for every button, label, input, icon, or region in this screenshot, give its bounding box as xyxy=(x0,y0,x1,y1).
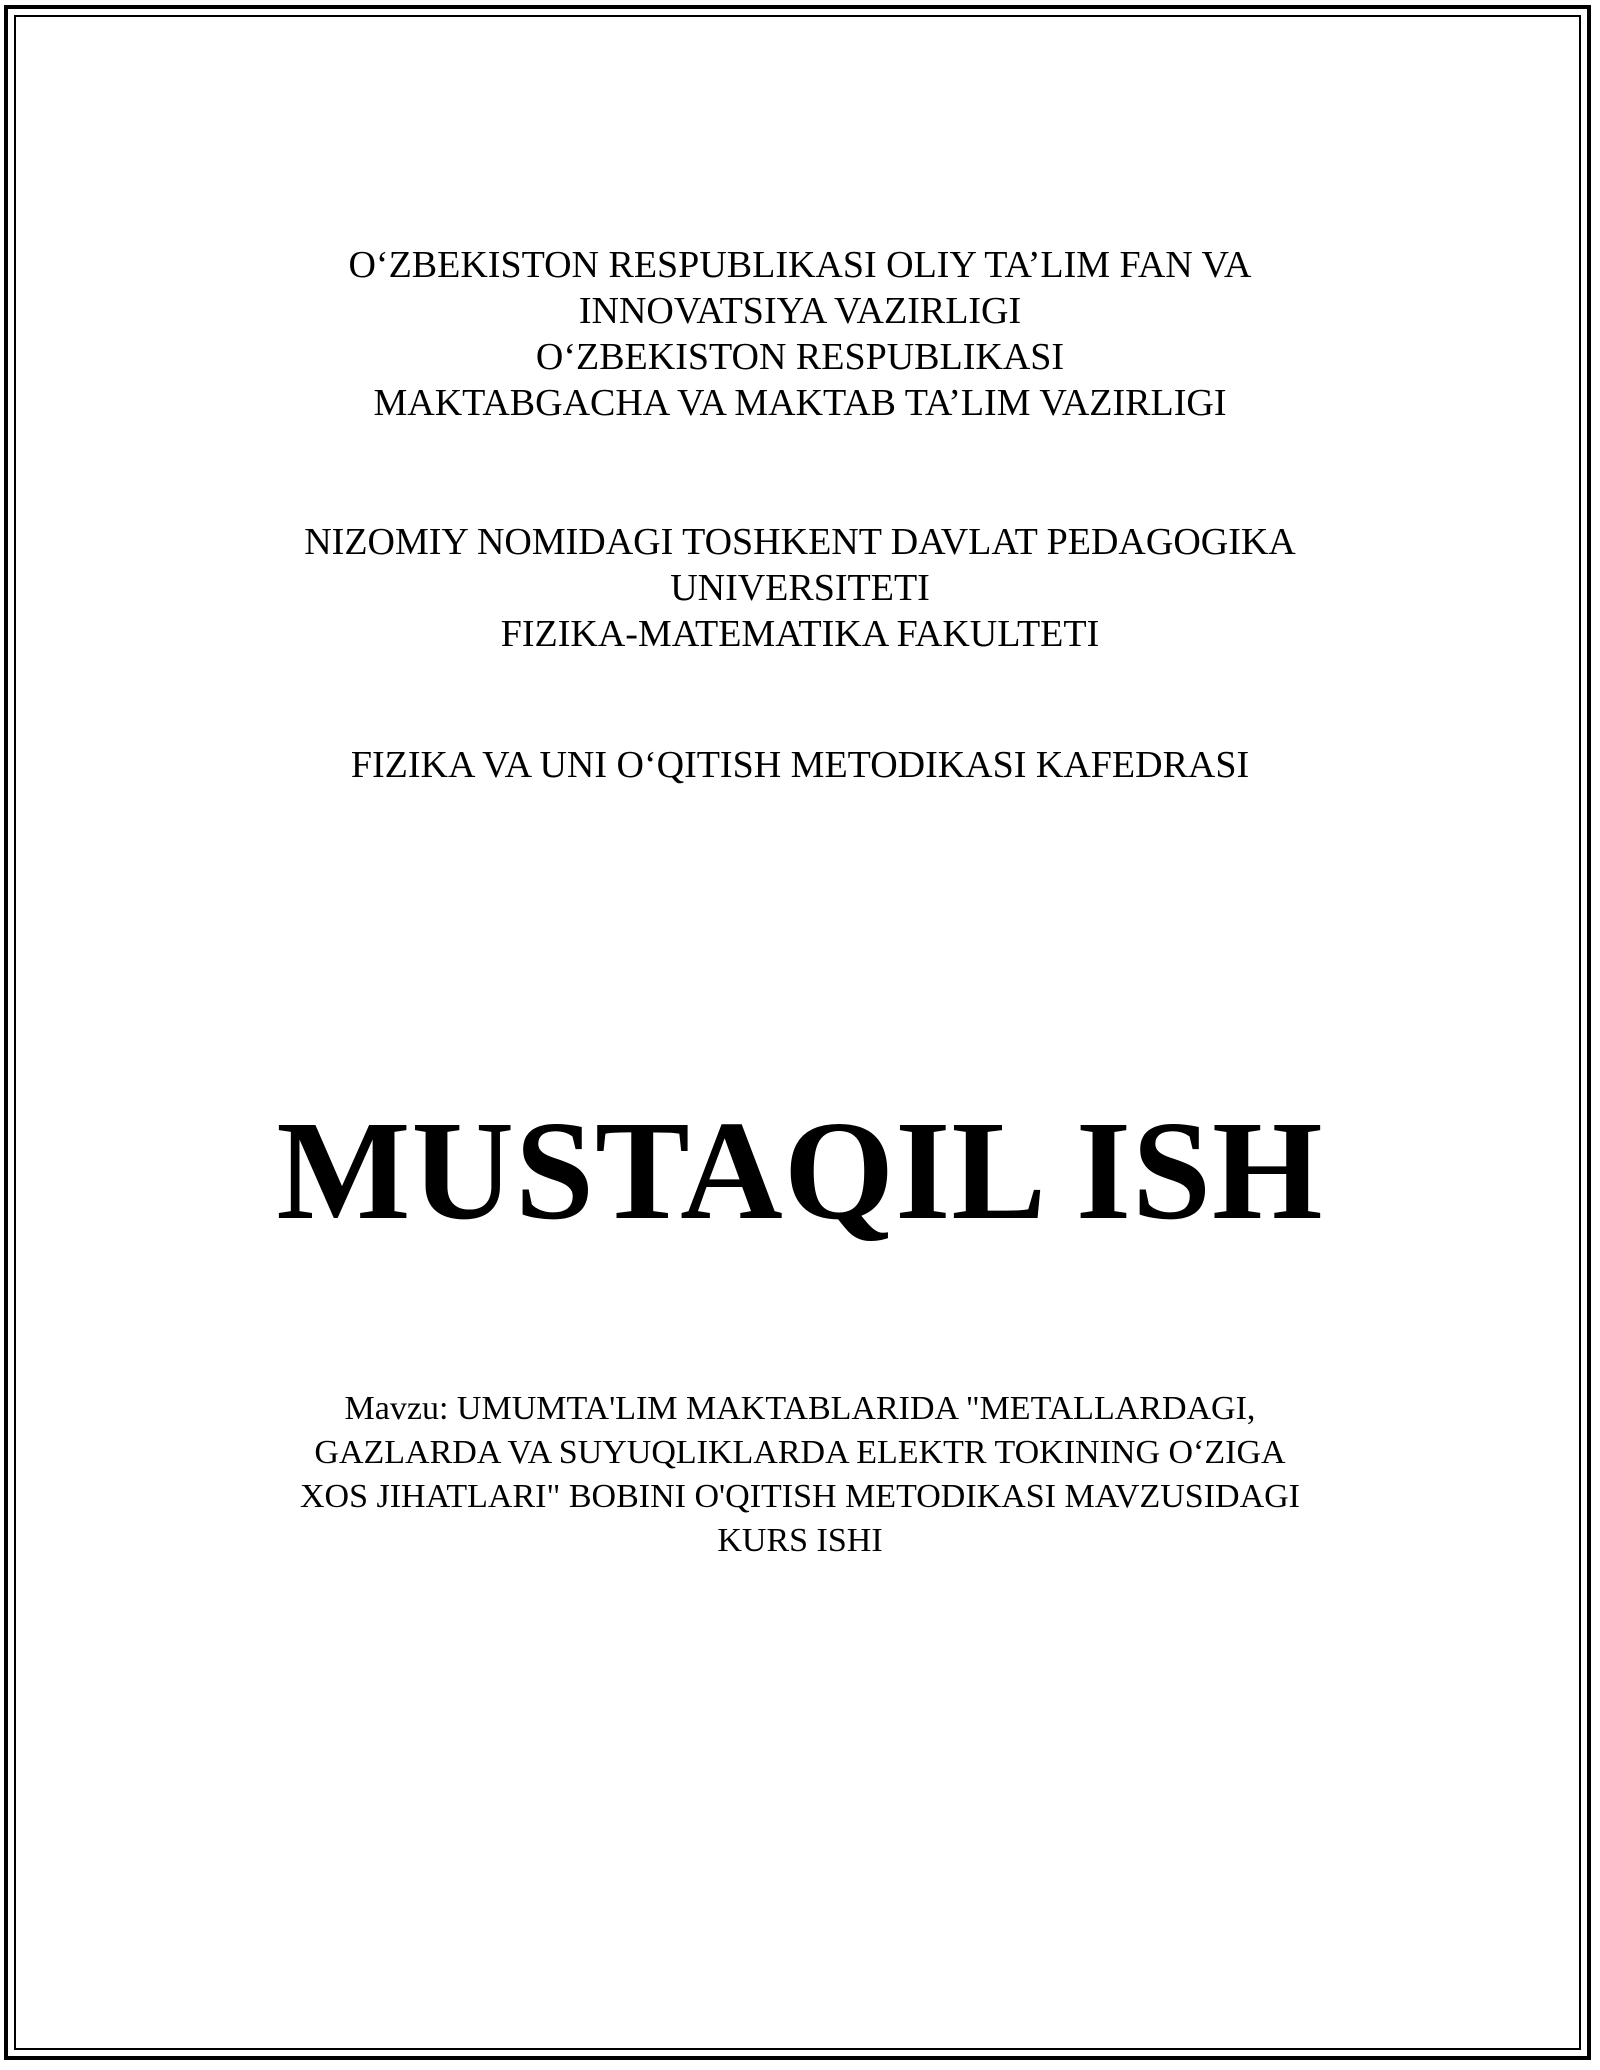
department-block xyxy=(0,742,1600,788)
ministry-line-4: MAKTABGACHA VA MAKTAB TA’LIM VAZIRLIGI xyxy=(373,382,1227,424)
faculty-line: FIZIKA-MATEMATIKA FAKULTETI xyxy=(500,613,1100,655)
university-block xyxy=(0,519,1600,657)
topic-line-2: GAZLARDA VA SUYUQLIKLARDA ELEKTR TOKINING O‘ZIGA xyxy=(314,1434,1286,1471)
topic-line-3: XOS JIHATLARI" BOBINI O'QITISH METODIKASI MAVZUSIDAGI xyxy=(299,1478,1300,1515)
ministry-line-1: O‘ZBEKISTON RESPUBLIKASI OLIY TA’LIM FAN VA xyxy=(348,244,1252,286)
ministry-line-3: O‘ZBEKISTON RESPUBLIKASI xyxy=(535,336,1065,378)
ministry-header xyxy=(0,242,1600,426)
topic-block xyxy=(0,1387,1600,1563)
document-title xyxy=(0,1090,1600,1250)
department-line: FIZIKA VA UNI O‘QITISH METODIKASI KAFEDRASI xyxy=(350,744,1250,786)
document-title-text: MUSTAQIL ISH xyxy=(276,1091,1324,1249)
ministry-line-2: INNOVATSIYA VAZIRLIGI xyxy=(578,290,1022,332)
topic-line-4: KURS ISHI xyxy=(717,1522,883,1559)
university-line-2: UNIVERSITETI xyxy=(670,567,930,609)
topic-line-1: Mavzu: UMUMTA'LIM MAKTABLARIDA "METALLARDAGI, xyxy=(344,1390,1256,1427)
university-line-1: NIZOMIY NOMIDAGI TOSHKENT DAVLAT PEDAGOGIKA xyxy=(304,521,1296,563)
